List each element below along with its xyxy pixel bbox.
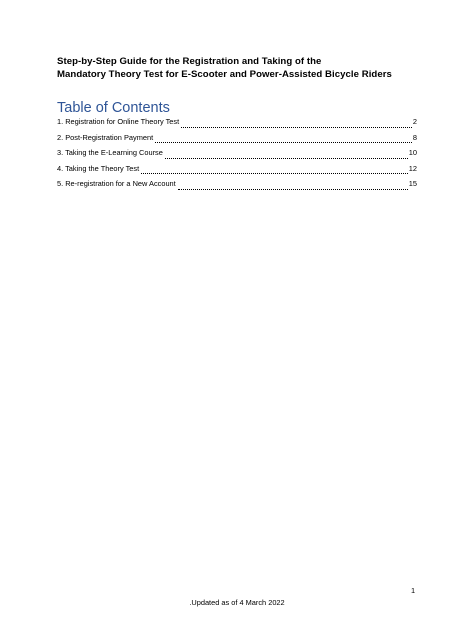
document-title-line-1: Step-by-Step Guide for the Registration and Taking of the xyxy=(57,56,322,67)
toc-entry-page: 10 xyxy=(408,148,417,157)
toc-entry-label: 2. Post-Registration Payment xyxy=(57,132,154,142)
toc-entry-registration[interactable] xyxy=(57,117,417,133)
document-title xyxy=(57,55,392,81)
toc-entry-elearning[interactable] xyxy=(57,148,417,164)
toc-entry-payment[interactable] xyxy=(57,133,417,149)
document-title-line-2: Mandatory Theory Test for E-Scooter and Power-Assisted Bicycle Riders xyxy=(57,69,392,80)
toc-entry-page: 2 xyxy=(412,117,417,126)
toc-dot-leader xyxy=(178,189,408,190)
page-number: 1 xyxy=(411,586,416,595)
toc-dot-leader xyxy=(141,173,408,174)
toc-entry-reregistration[interactable] xyxy=(57,179,417,195)
toc-entry-page: 12 xyxy=(408,163,417,173)
toc-entry-label: 1. Registration for Online Theory Test xyxy=(57,117,180,126)
toc-entry-theory-test[interactable] xyxy=(57,164,417,180)
toc-dot-leader xyxy=(165,158,408,159)
footer-updated-date: .Updated as of 4 March 2022 xyxy=(189,598,285,607)
toc-entry-label: 5. Re-registration for a New Account xyxy=(57,179,176,188)
toc-dot-leader xyxy=(155,142,412,143)
toc-entry-label: 4. Taking the Theory Test xyxy=(57,163,140,173)
toc-entry-page: 15 xyxy=(408,179,417,188)
table-of-contents xyxy=(57,117,417,195)
toc-dot-leader xyxy=(181,127,412,128)
toc-entry-page: 8 xyxy=(412,132,417,142)
toc-heading: Table of Contents xyxy=(57,100,170,116)
toc-entry-label: 3. Taking the E-Learning Course xyxy=(57,148,163,157)
